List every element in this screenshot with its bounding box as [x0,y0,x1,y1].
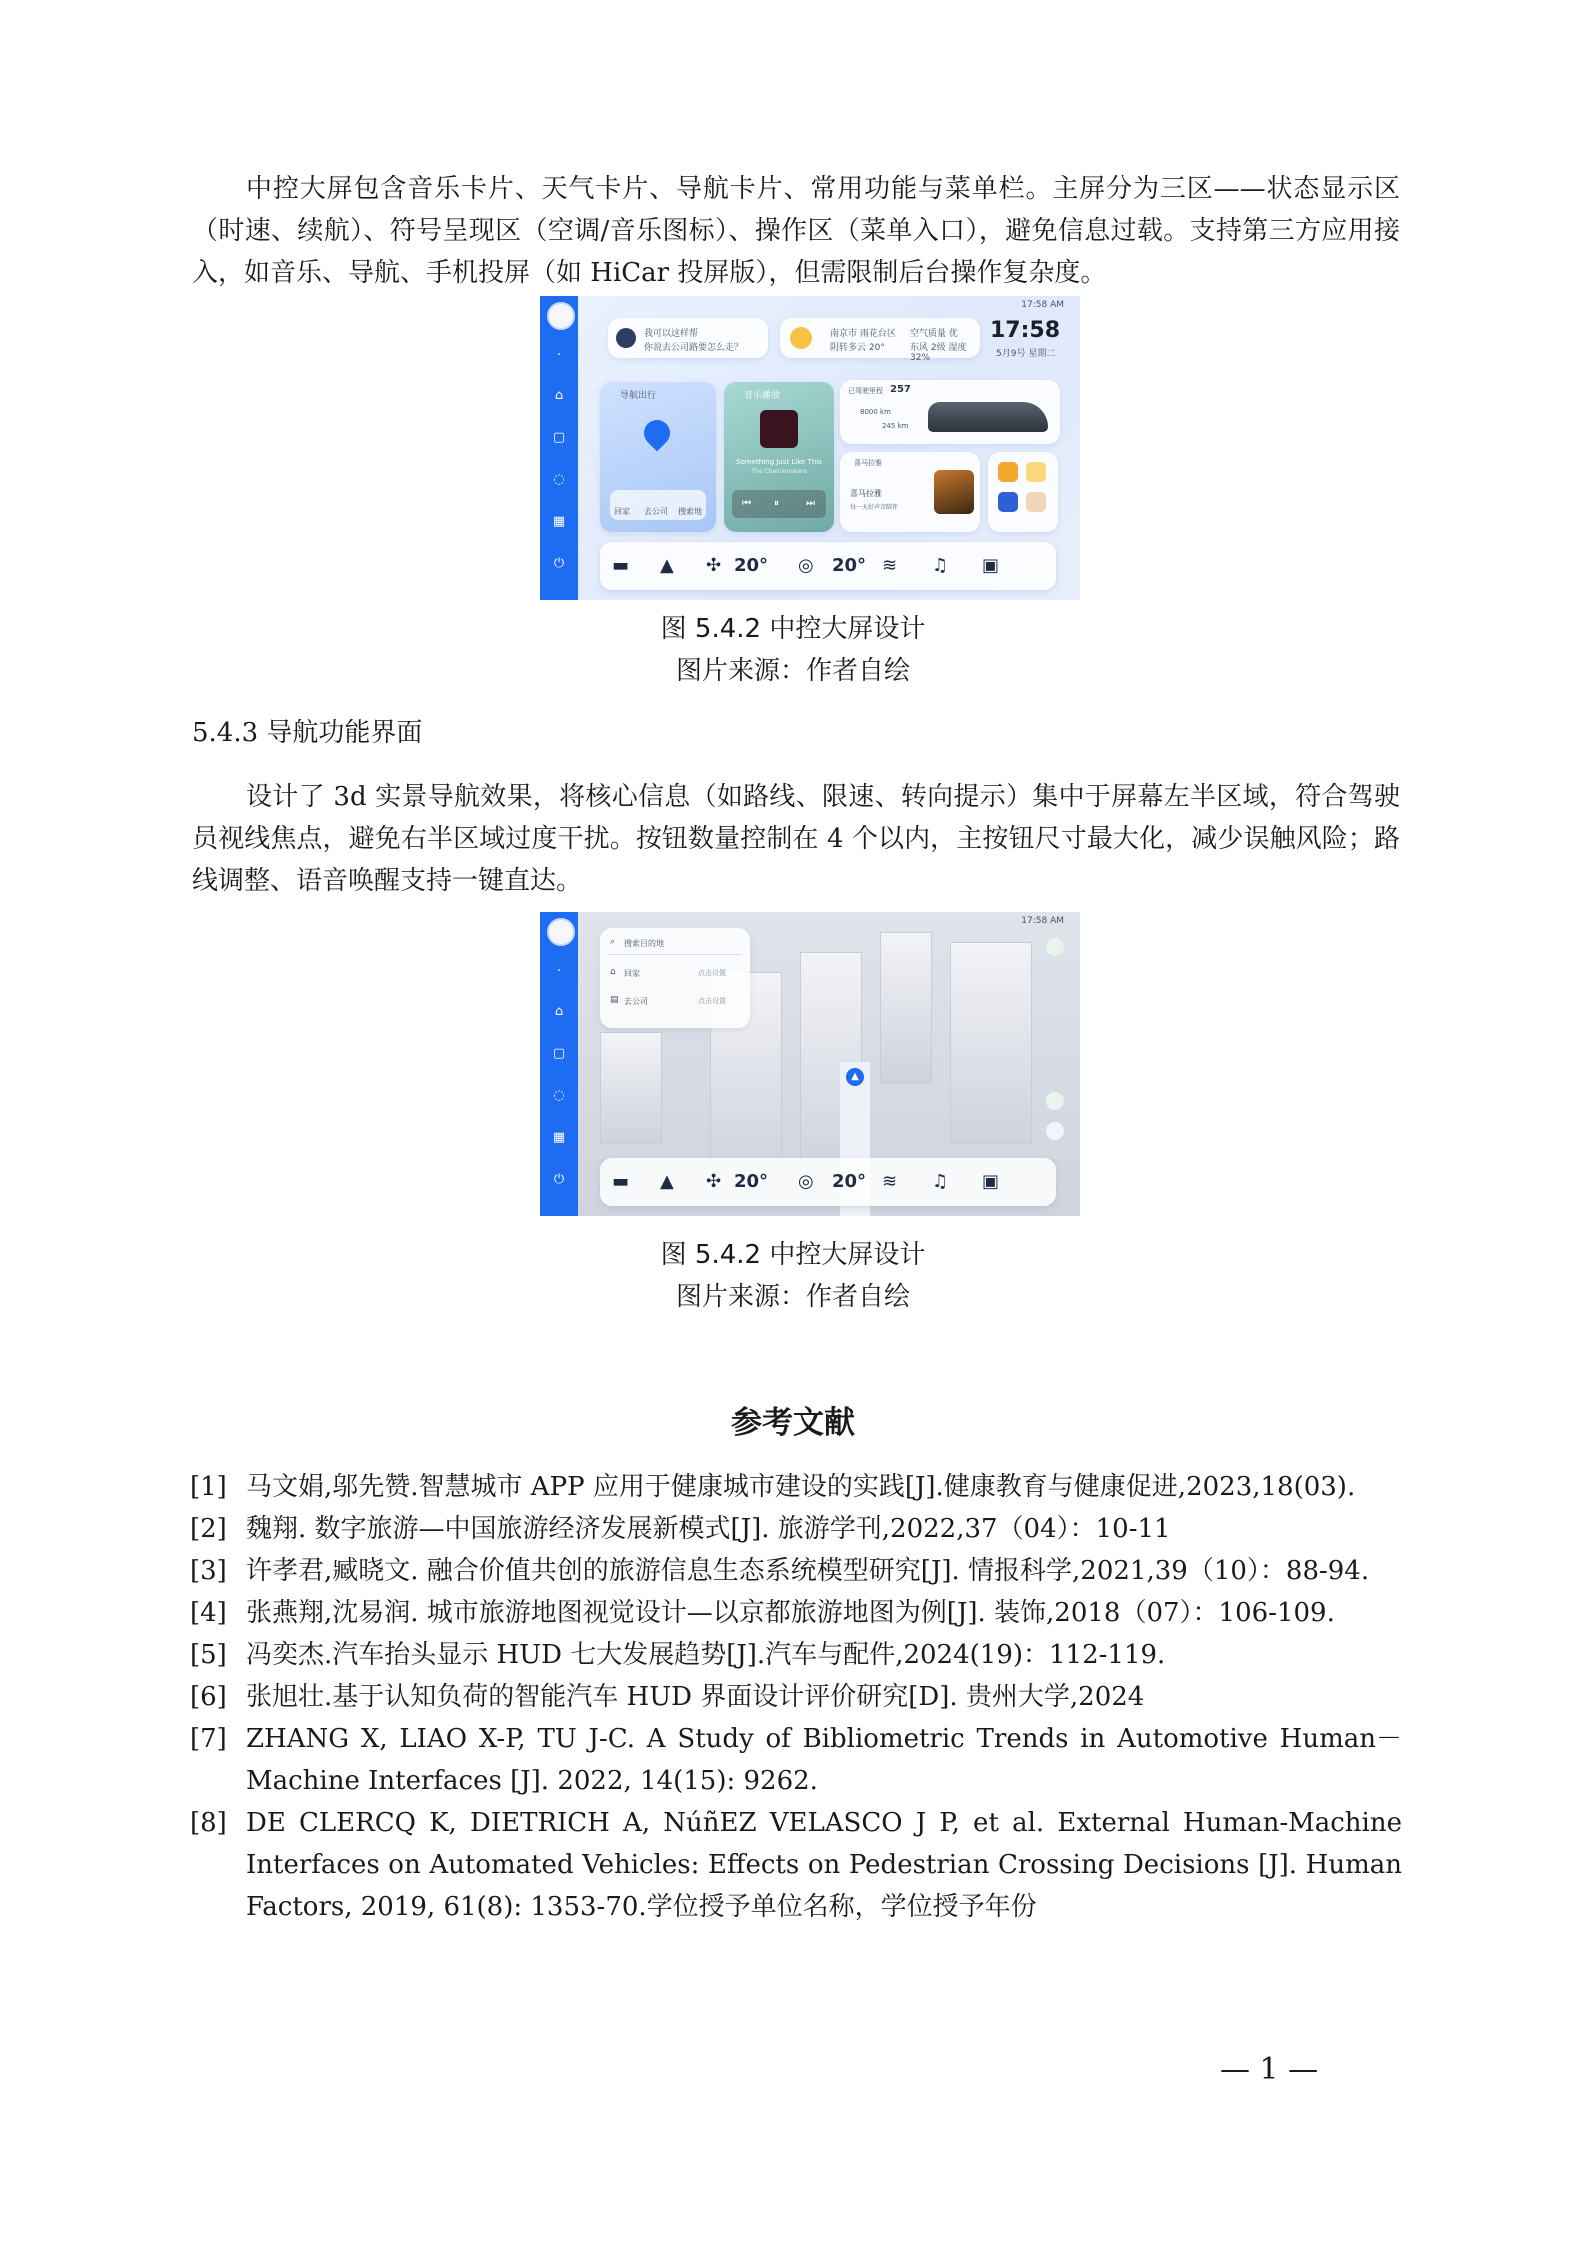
nav-work-button[interactable]: 去公司 [644,507,668,516]
app-tile-blue[interactable] [998,492,1018,512]
building [600,1032,662,1144]
seat-icon[interactable]: ▣ [982,555,1000,576]
status-time: 17:58 AM [1021,916,1064,926]
building [950,942,1032,1144]
chat-icon: ◌ [553,472,565,487]
date: 5月9号 星期二 [996,349,1056,359]
reference-item [190,1550,1402,1592]
briefcase-icon: ▤ [610,995,619,1005]
screen-icon: ▢ [552,430,566,445]
media-cover [934,470,974,514]
zoom-icon[interactable] [1046,1092,1064,1110]
status-time: 17:58 AM [1021,300,1064,310]
assistant-line2: 你说去公司路要怎么走？ [644,343,744,353]
power-icon: ⏻ [553,1172,565,1187]
grid-icon: ▦ [552,514,566,529]
navigation-arrow-icon[interactable]: ▲ [660,1171,674,1192]
reference-number: [2] [190,1514,227,1544]
right-temperature[interactable]: 20° [832,555,867,576]
building [880,932,932,1084]
reference-item [190,1634,1402,1676]
reference-item [190,1676,1402,1718]
home-label: 回家 [624,969,640,978]
left-temperature[interactable]: 20° [734,555,769,576]
reference-item [190,1802,1402,1928]
reference-number: [5] [190,1640,227,1670]
defrost-icon[interactable]: ≋ [882,1171,898,1192]
seat-icon[interactable]: ▣ [982,1171,1000,1192]
weather-temp: 阴转多云 20° [830,343,885,353]
reference-text: ZHANG X, LIAO X-P, TU J-C. A Study of Bibliometric Trends in Automotive Human－Machine Interfaces [J]. 2022, 14(15): 9262. [246,1724,1402,1796]
reference-text: 冯奕杰.汽车抬头显示 HUD 七大发展趋势[J].汽车与配件,2024(19)：112-119. [246,1640,1166,1670]
weather-city: 南京市 雨花台区 [830,329,896,339]
car-odometer: 8000 km [860,408,891,416]
reference-text: 张燕翔,沈易润. 城市旅游地图视觉设计—以京都旅游地图为例[J]. 装饰,2018（07）：106-109. [246,1598,1335,1628]
defrost-icon[interactable]: ≋ [882,555,898,576]
previous-icon[interactable]: ⏮ [742,498,751,509]
reference-item [190,1466,1402,1508]
sidebar-rail [540,912,578,1216]
car-battery: 245 km [882,422,909,430]
robot-icon [616,328,636,348]
reference-number: [6] [190,1682,227,1712]
home-shortcut[interactable] [608,964,742,984]
page-number: — 1 — [1220,2052,1319,2087]
references-title: 参考文献 [731,1405,855,1441]
navigation-card[interactable] [600,382,716,532]
section-heading: 5.4.3 导航功能界面 [192,718,423,748]
avatar [547,302,575,330]
fan-icon[interactable]: ✣ [706,555,722,576]
home-icon: ⌂ [554,1004,564,1019]
home-icon: ⌂ [554,388,564,403]
reference-item [190,1718,1402,1802]
media-card[interactable] [840,452,980,532]
song-artist: The Chainsmokers [751,468,807,475]
assistant-line1: 我可以这样帮 [644,329,699,339]
nav-title: 导航出行 [620,391,657,401]
sidebar-rail [540,296,578,600]
climate-icon[interactable]: ◎ [798,555,814,576]
reference-text: 许孝君,臧晓文. 融合价值共创的旅游信息生态系统模型研究[J]. 情报科学,2021,39（10）：88-94. [246,1556,1370,1586]
media-sub: 每一天好声音陪伴 [850,504,899,511]
home-hint: 点击设置 [698,969,726,977]
screen-icon: ▢ [552,1046,566,1061]
figure1-source: 图片来源：作者自绘 [675,656,910,686]
reference-text: 张旭壮.基于认知负荷的智能汽车 HUD 界面设计评价研究[D]. 贵州大学,2024 [246,1682,1145,1712]
music-note-icon[interactable]: ♫ [932,555,949,576]
left-temperature[interactable]: 20° [734,1171,769,1192]
sidebar-item-dot-icon: · [556,964,562,979]
power-icon: ⏻ [553,556,565,571]
work-label: 去公司 [624,997,648,1006]
intro-paragraph: 中控大屏包含音乐卡片、天气卡片、导航卡片、常用功能与菜单栏。主屏分为三区——状态显示区（时速、续航）、符号呈现区（空调/音乐图标）、操作区（菜单入口），避免信息过载。支持第三方应用接入，如音乐、导航、手机投屏（如 HiCar 投屏版），但需限制后台操作复杂度。 [192,174,1400,288]
nav-button-group [610,490,706,520]
car-status-card [840,380,1060,444]
air-quality: 空气质量 优 [910,329,958,339]
reference-item [190,1508,1402,1550]
reference-text: DE CLERCQ K, DIETRICH A, NúñEZ VELASCO J P, et al. External Human-Machine Interfaces on Automated Vehicles: Effects on Pedestrian Crossing Decisions [J]. Human Factors, 2019, 61(8): 1353-70.学位授予单位名称，学位授予年份 [246,1808,1402,1922]
nav-home-button[interactable]: 回家 [614,507,630,516]
climate-icon[interactable]: ◎ [798,1171,814,1192]
car-icon[interactable]: ▬ [612,1171,630,1192]
reference-number: [1] [190,1472,227,1502]
figure-navigation-screen [540,912,1080,1216]
search-box[interactable] [608,934,742,955]
app-tile-beige[interactable] [1026,492,1046,512]
air-detail: 东风 2级 湿度 32% [910,343,967,363]
map-pin-icon [639,415,676,452]
car-range-label: 已驾驶里程 [848,387,883,395]
destination-panel [600,928,750,1028]
song-title: Something Just Like This [736,458,822,466]
voice-icon[interactable] [1046,938,1064,956]
sidebar-item-dot-icon: · [556,348,562,363]
right-temperature[interactable]: 20° [832,1171,867,1192]
navigation-arrow-icon[interactable]: ▲ [660,555,674,576]
reference-number: [3] [190,1556,227,1586]
search-input[interactable]: 搜索目的地 [624,939,664,948]
reference-list [190,1466,1402,1928]
reference-text: 马文娟,邬先赞.智慧城市 APP 应用于健康城市建设的实践[J].健康教育与健康促进,2023,18(03). [246,1472,1356,1502]
work-hint: 点击设置 [698,997,726,1005]
figure-central-screen [540,296,1080,600]
reference-item [190,1592,1402,1634]
figure1-caption: 图 5.4.2 中控大屏设计 [660,614,926,644]
car-range-value: 257 [890,384,911,395]
app-tile-orange[interactable] [998,462,1018,482]
bottom-control-bar [600,1158,1056,1206]
current-location-icon: ▲ [846,1068,864,1086]
search-icon: ⌕ [610,937,616,947]
car-image [928,402,1048,432]
music-title: 音乐播放 [744,391,781,401]
media-title: 喜马拉雅 [854,459,882,467]
home-icon: ⌂ [610,967,616,977]
compass-icon[interactable] [1046,1122,1064,1140]
media-name: 喜马拉雅 [850,489,882,498]
player-controls [732,490,826,518]
pause-icon[interactable]: ⏸ [774,498,779,509]
reference-number: [8] [190,1808,227,1838]
bottom-control-bar [600,542,1056,590]
fan-icon[interactable]: ✣ [706,1171,722,1192]
assistant-card [608,318,768,358]
next-icon[interactable]: ⏭ [806,498,815,509]
reference-number: [4] [190,1598,227,1628]
car-icon[interactable]: ▬ [612,555,630,576]
sun-icon [790,327,812,349]
work-shortcut[interactable] [608,992,742,1012]
chat-icon: ◌ [553,1088,565,1103]
grid-icon: ▦ [552,1130,566,1145]
figure2-source: 图片来源：作者自绘 [675,1282,910,1312]
reference-number: [7] [190,1724,227,1754]
music-note-icon[interactable]: ♫ [932,1171,949,1192]
music-card[interactable] [724,382,834,532]
reference-text: 魏翔. 数字旅游—中国旅游经济发展新模式[J]. 旅游学刊,2022,37（04）：10-11 [246,1514,1171,1544]
app-tile-yellow[interactable] [1026,462,1046,482]
figure2-caption: 图 5.4.2 中控大屏设计 [660,1240,926,1270]
clock: 17:58 [990,318,1061,343]
album-cover [760,410,798,448]
nav-search-button[interactable]: 搜索地 [678,507,702,516]
weather-card [780,318,980,363]
avatar [547,918,575,946]
app-shortcuts [988,452,1058,532]
nav-paragraph: 设计了 3d 实景导航效果，将核心信息（如路线、限速、转向提示）集中于屏幕左半区域，符合驾驶员视线焦点，避免右半区域过度干扰。按钮数量控制在 4 个以内，主按钮尺寸最大化，减少误触风险；路线调整、语音唤醒支持一键直达。 [192,782,1400,896]
